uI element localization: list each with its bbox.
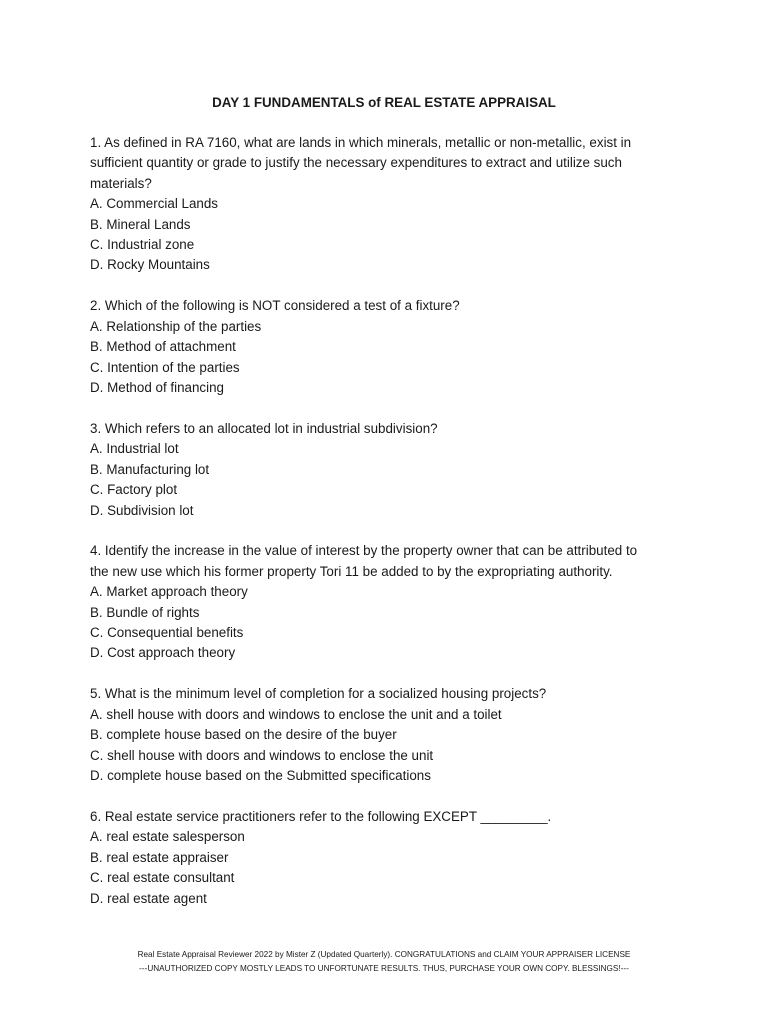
question-text: sufficient quantity or grade to justify the necessary expenditures to extract and utilize such — [90, 155, 622, 171]
footer-line: Real Estate Appraisal Reviewer 2022 by Mister Z (Updated Quarterly). CONGRATULATIONS and CLAIM YOUR APPRAISER LICENSE — [137, 950, 631, 959]
answer-option: B. Method of attachment — [90, 339, 236, 355]
answer-option: C. Intention of the parties — [90, 359, 240, 375]
answer-option: C. Industrial zone — [90, 237, 195, 253]
question-text: 6. Real estate service practitioners refer to the following EXCEPT _________. — [90, 808, 552, 824]
answer-option: A. Relationship of the parties — [90, 318, 262, 334]
answer-option: A. real estate salesperson — [90, 829, 245, 845]
answer-option: C. Factory plot — [90, 482, 178, 498]
question-5 — [90, 684, 690, 786]
page-footer — [0, 948, 768, 976]
question-2 — [90, 296, 690, 398]
question-list — [90, 133, 690, 929]
answer-option: D. Method of financing — [90, 379, 224, 395]
question-text: 1. As defined in RA 7160, what are lands in which minerals, metallic or non-metallic, exist in — [90, 135, 632, 150]
answer-option: A. Commercial Lands — [90, 196, 219, 212]
answer-option: A. Market approach theory — [90, 584, 248, 600]
footer-line: ---UNAUTHORIZED COPY MOSTLY LEADS TO UNFORTUNATE RESULTS. THUS, PURCHASE YOUR OWN COPY. BLESSINGS!--- — [139, 964, 629, 973]
answer-option: B. Bundle of rights — [90, 604, 200, 620]
answer-option: C. real estate consultant — [90, 870, 235, 886]
answer-option: B. complete house based on the desire of the buyer — [90, 727, 397, 743]
question-text: the new use which his former property Tori 11 be added to by the expropriating authority. — [90, 563, 613, 579]
question-text: 4. Identify the increase in the value of interest by the property owner that can be attributed to — [90, 543, 638, 559]
answer-option: C. shell house with doors and windows to enclose the unit — [90, 747, 434, 763]
question-text: 5. What is the minimum level of completion for a socialized housing projects? — [90, 686, 547, 702]
answer-option: A. Industrial lot — [90, 441, 179, 457]
question-3 — [90, 419, 690, 521]
answer-option: D. Cost approach theory — [90, 645, 236, 661]
question-4 — [90, 541, 690, 663]
question-6 — [90, 807, 690, 909]
page-title: DAY 1 FUNDAMENTALS of REAL ESTATE APPRAISAL — [212, 95, 556, 110]
question-1 — [90, 133, 690, 276]
answer-option: D. Rocky Mountains — [90, 257, 210, 273]
question-text: 3. Which refers to an allocated lot in industrial subdivision? — [90, 420, 438, 436]
question-text: 2. Which of the following is NOT considered a test of a fixture? — [90, 298, 460, 314]
answer-option: D. complete house based on the Submitted specifications — [90, 767, 431, 783]
question-text: materials? — [90, 175, 152, 191]
answer-option: C. Consequential benefits — [90, 625, 244, 641]
answer-option: D. real estate agent — [90, 890, 207, 906]
answer-option: A. shell house with doors and windows to enclose the unit and a toilet — [90, 706, 502, 722]
answer-option: D. Subdivision lot — [90, 502, 194, 518]
answer-option: B. real estate appraiser — [90, 849, 229, 865]
answer-option: B. Mineral Lands — [90, 216, 191, 232]
answer-option: B. Manufacturing lot — [90, 461, 210, 477]
